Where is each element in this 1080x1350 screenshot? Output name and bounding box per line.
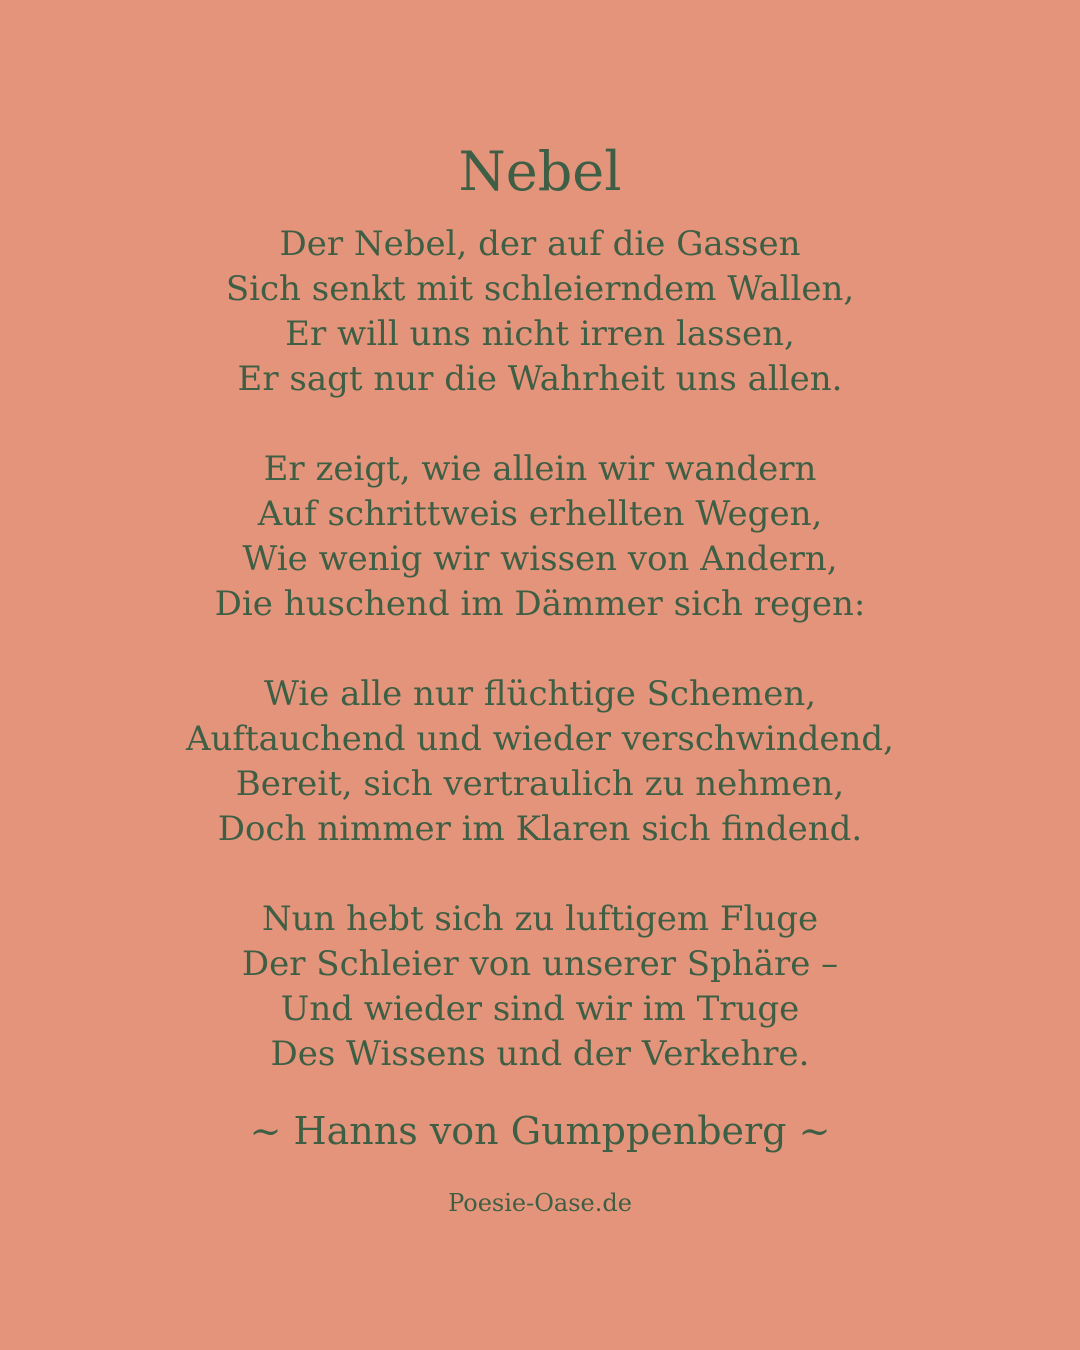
poem-line: Des Wissens und der Verkehre. <box>270 1034 810 1074</box>
poem-line: Bereit, sich vertraulich zu nehmen, <box>235 764 845 804</box>
poem-line: Doch nimmer im Klaren sich findend. <box>217 809 863 849</box>
poem-line: Und wieder sind wir im Truge <box>280 989 800 1029</box>
poem-line: Nun hebt sich zu luftigem Fluge <box>261 899 819 939</box>
poem-line: Wie alle nur flüchtige Schemen, <box>263 674 817 714</box>
stanza-3 <box>0 672 1080 852</box>
poem-title: Nebel <box>458 140 622 203</box>
site-name: Poesie-Oase.de <box>448 1189 632 1217</box>
poem-author: ~ Hanns von Gumppenberg ~ <box>249 1109 831 1153</box>
poem-body <box>0 222 1080 1122</box>
poem-line: Auftauchend und wieder verschwindend, <box>185 719 894 759</box>
stanza-1 <box>0 222 1080 402</box>
poem-line: Der Schleier von unserer Sphäre – <box>241 944 839 984</box>
poem-line: Er sagt nur die Wahrheit uns allen. <box>237 359 843 399</box>
poem-line: Er zeigt, wie allein wir wandern <box>263 449 817 489</box>
poem-line: Die huschend im Dämmer sich regen: <box>214 584 866 624</box>
stanza-2 <box>0 447 1080 627</box>
poem-line: Der Nebel, der auf die Gassen <box>279 224 801 264</box>
poem-line: Er will uns nicht irren lassen, <box>285 314 795 354</box>
poem-line: Auf schrittweis erhellten Wegen, <box>257 494 823 534</box>
poem-line: Sich senkt mit schleierndem Wallen, <box>225 269 855 309</box>
poem-line: Wie wenig wir wissen von Andern, <box>242 539 838 579</box>
stanza-4 <box>0 897 1080 1077</box>
